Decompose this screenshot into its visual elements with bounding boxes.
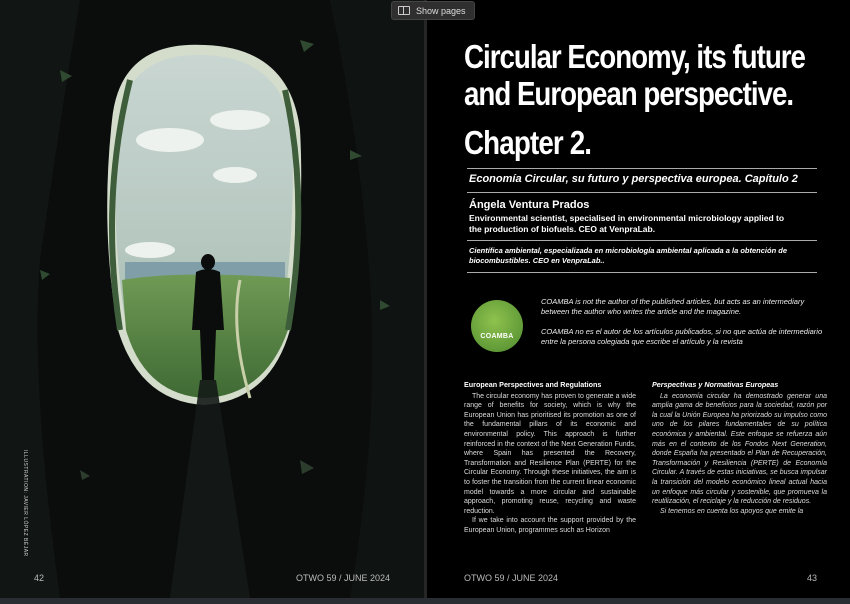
divider xyxy=(467,240,817,241)
author-role-es xyxy=(469,246,829,266)
divider xyxy=(467,192,817,193)
show-pages-button[interactable] xyxy=(391,1,475,20)
spanish-subtitle: Economía Circular, su futuro y perspectiva europea. Capítulo 2 xyxy=(469,173,798,185)
right-page xyxy=(427,0,850,598)
left-page xyxy=(0,0,424,598)
show-pages-label: Show pages xyxy=(416,5,466,16)
english-heading: European Perspectives and Regulations xyxy=(464,380,602,389)
title-line-2: and European perspective. xyxy=(464,75,794,112)
disclaimer-es-line: COAMBA no es el autor de los artículos publicados, si no que actúa de intermediario xyxy=(541,327,823,336)
disclaimer-es xyxy=(541,327,831,347)
author-role-en-line: Environmental scientist, specialised in environmental microbiology applied to xyxy=(469,213,785,223)
spanish-paragraph: La economía circular ha demostrado generar una amplia gama de beneficios para la sociedad, razón por la cual la Unión Europea ha priorizado su impulso como uno de los pilares fundamentales de su política económica y ambiental. Este enfoque se refuerza aún más en el contexto de los Fondos Next Generation, donde España ha presentado el Plan de Recuperación, Transformación y Resiliencia (PERTE) de Economía Circular. A través de estas iniciativas, se busca impulsar la transición del modelo económico lineal actual hacia un enfoque más circular y sostenible, que promueva la reutilización, el reciclaje y la reducción de residuos. xyxy=(652,392,827,506)
coamba-logo xyxy=(471,300,523,352)
spanish-heading: Perspectivas y Normativas Europeas xyxy=(652,380,779,389)
disclaimer-en-line: between the author who writes the article and the magazine. xyxy=(541,307,742,316)
author-name: Ángela Ventura Prados xyxy=(469,199,590,211)
footer-right: OTWO 59 / JUNE 2024 xyxy=(464,573,559,583)
divider xyxy=(467,168,817,169)
author-role-es-line: Científica ambiental, especializada en microbiología ambiental aplicada a la obtención de xyxy=(469,246,788,255)
illustration-credit: ILLUSTRATION: JAVIER LÓPEZ BÉJAR xyxy=(22,450,28,557)
article-title xyxy=(464,38,805,112)
english-paragraph: If we take into account the support provided by the European Union, programmes such as Horizon xyxy=(464,517,636,534)
english-column xyxy=(464,380,636,536)
viewer-bottom-bar xyxy=(0,598,850,604)
author-role-en xyxy=(469,213,829,235)
author-role-en-line: the production of biofuels. CEO at VenpraLab. xyxy=(469,224,656,234)
disclaimer-es-line: entre la persona colegiada que escribe el artículo y la revista xyxy=(541,337,743,346)
spanish-paragraph: Si tenemos en cuenta los apoyos que emite la xyxy=(660,507,804,515)
logo-text: COAMBA xyxy=(480,333,514,340)
spanish-column xyxy=(652,380,827,516)
footer-left: OTWO 59 / JUNE 2024 xyxy=(296,573,391,583)
author-role-es-line: biocombustibles. CEO en VenpraLab.. xyxy=(469,256,605,265)
pages-icon xyxy=(398,6,410,15)
page-number-left: 42 xyxy=(34,573,45,583)
chapter-heading: Chapter 2. xyxy=(464,124,592,161)
page-number-right: 43 xyxy=(807,573,818,583)
title-line-1: Circular Economy, its future xyxy=(464,38,805,75)
disclaimer-en-line: COAMBA is not the author of the published articles, but acts as an intermediary xyxy=(541,297,805,306)
forest-illustration xyxy=(0,0,424,598)
disclaimer-en xyxy=(541,297,831,317)
english-paragraph: The circular economy has proven to generate a wide range of benefits for society, which is why the European Union has prioritised its promotion as one of the fundamental pillars of its economic and environmental policy. This approach is further reinforced in the context of the Next Generation Funds, where Spain has presented the Recovery, Transformation and Resilience Plan (PERTE) for the Circular Economy. Through these initiatives, the aim is to foster the transition from the current linear economic model towards a more circular and sustainable approach, promoting reuse, recycling and waste reduction. xyxy=(464,392,636,515)
divider xyxy=(467,272,817,273)
